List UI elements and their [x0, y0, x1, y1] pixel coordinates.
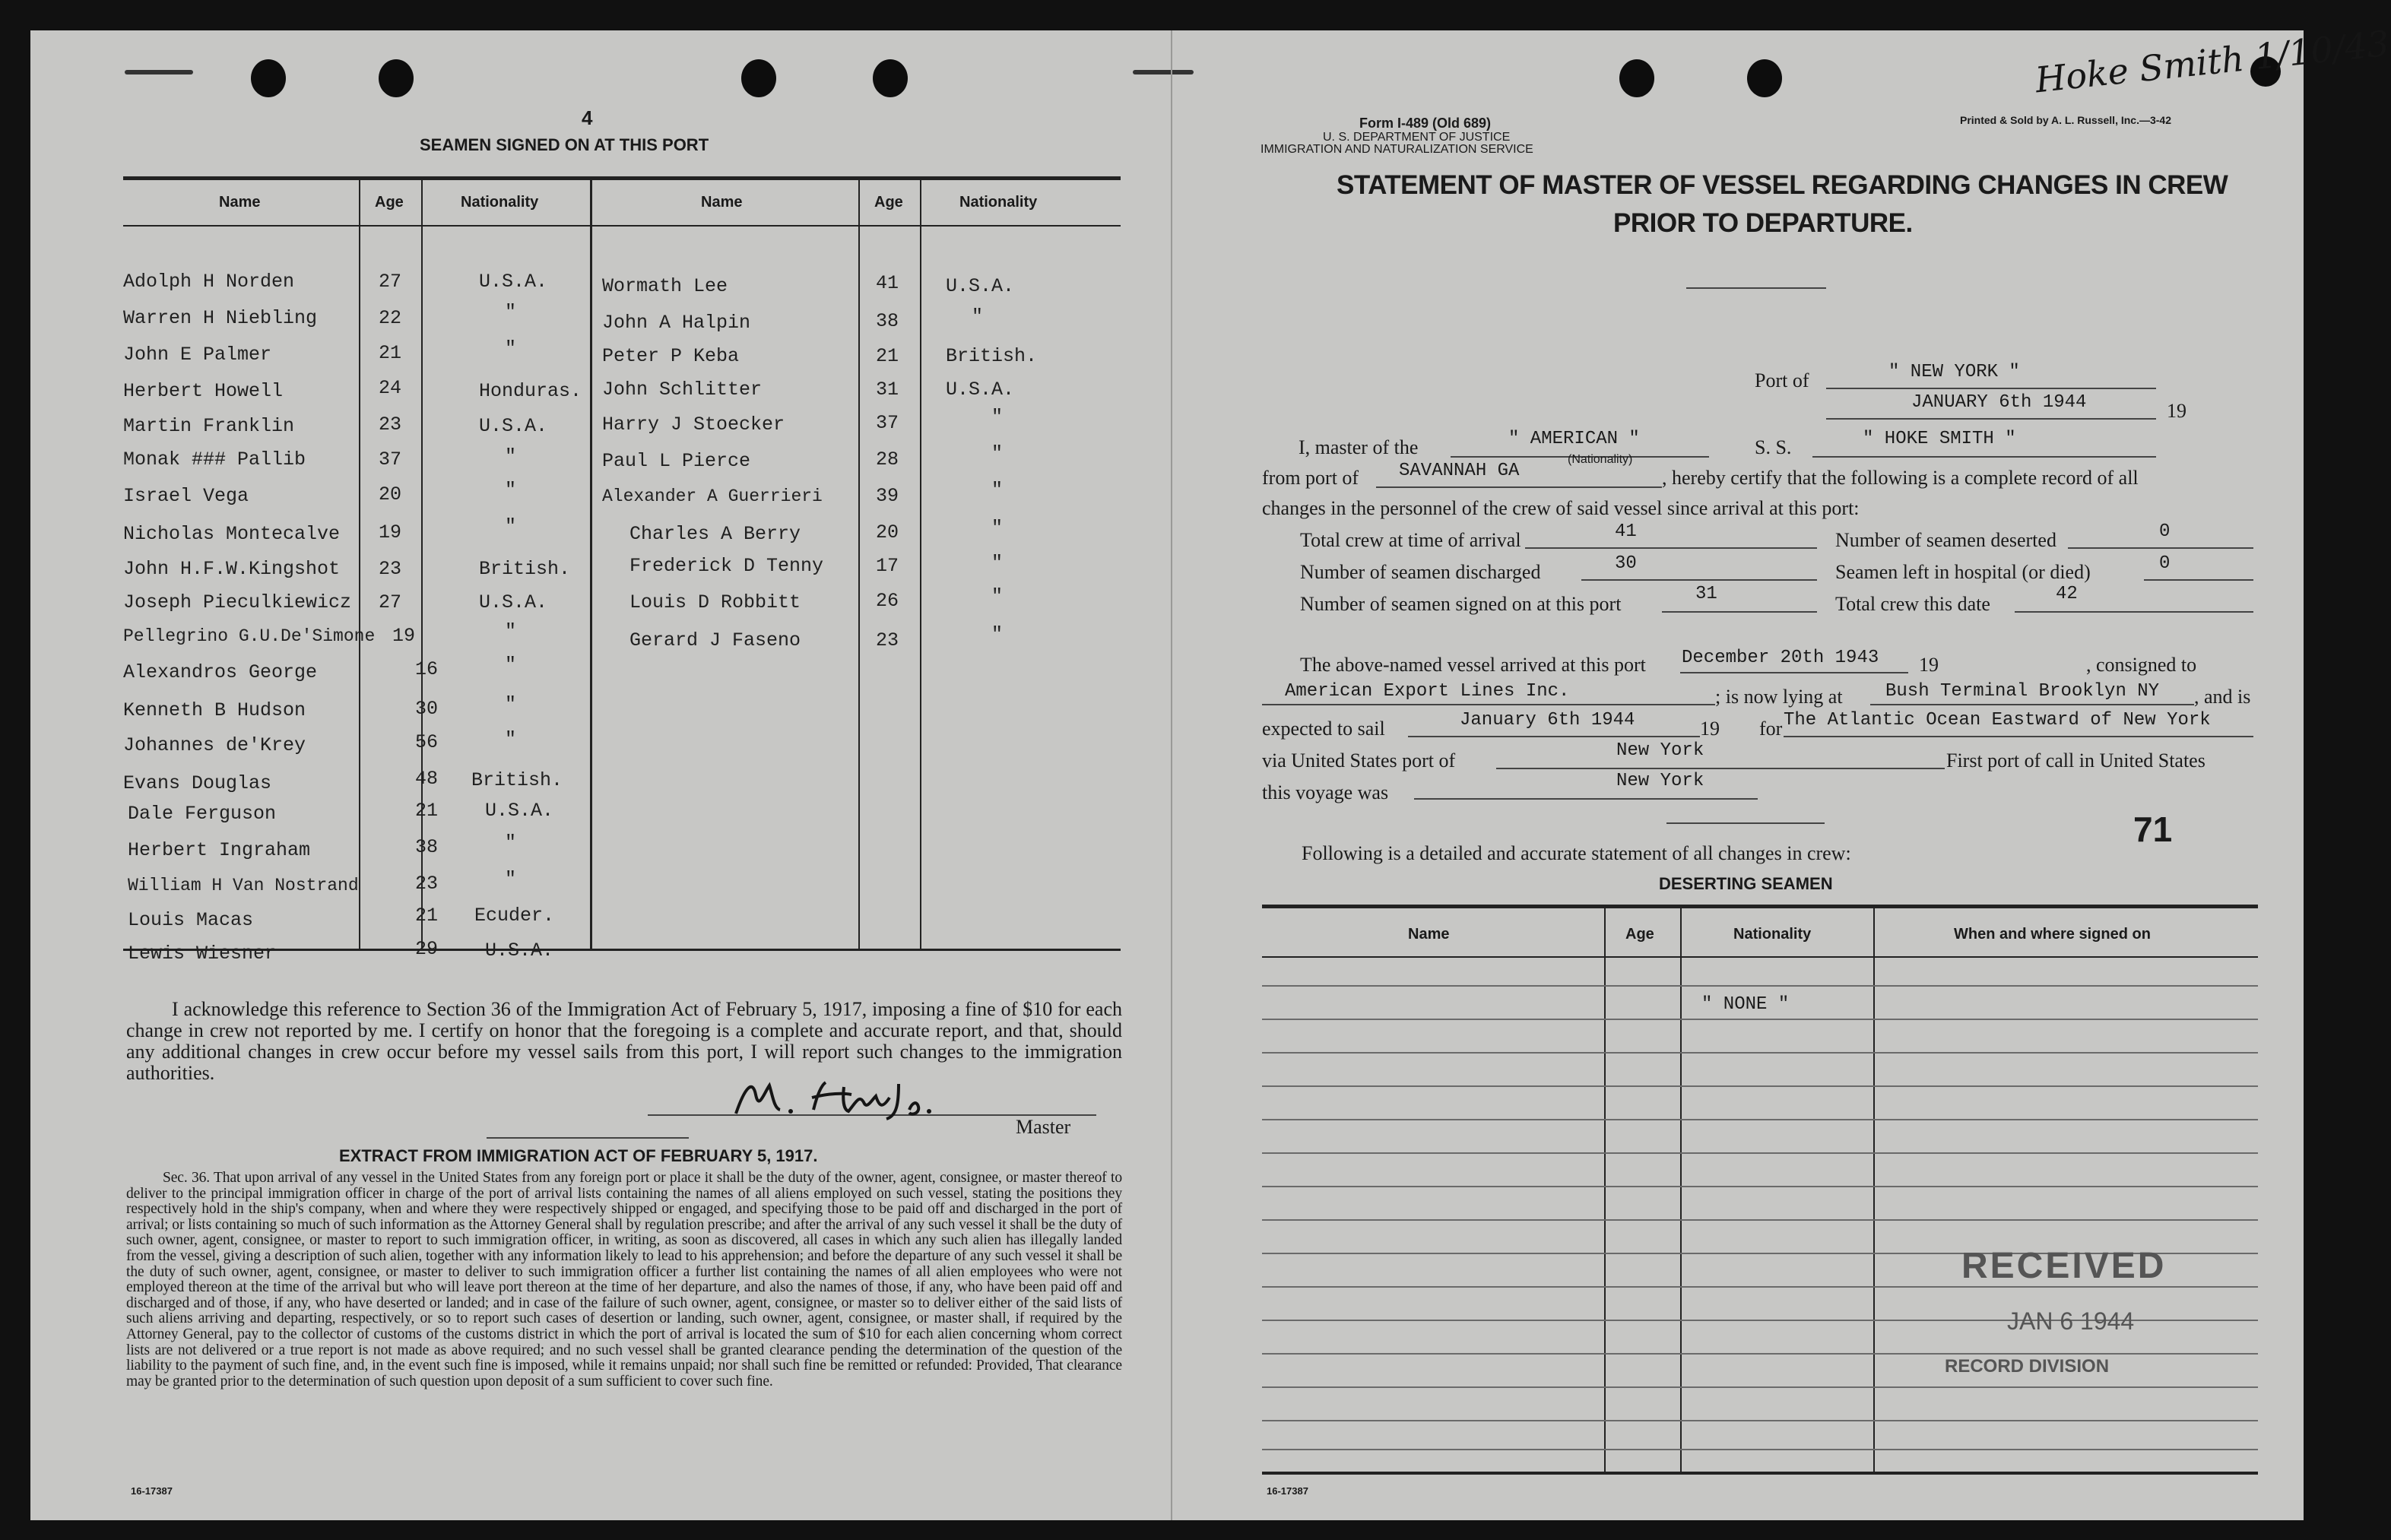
changes-text: changes in the personnel of the crew of said vessel since arrival at this port:: [1262, 497, 1860, 519]
seaman-name: Gerard J Faseno: [629, 629, 801, 651]
seaman-age: 23: [379, 414, 402, 436]
seaman-name: Charles A Berry: [629, 523, 801, 545]
seaman-nationality: ": [505, 620, 517, 642]
lying-label: ; is now lying at: [1715, 686, 1843, 708]
desert-col-divider: [1873, 906, 1875, 1473]
seaman-age: 37: [876, 412, 899, 434]
seaman-nationality: ": [505, 728, 517, 750]
signed-on-label: Number of seamen signed on at this port: [1300, 593, 1622, 615]
seaman-nationality: ": [505, 832, 517, 854]
seaman-name: John H.F.W.Kingshot: [123, 558, 341, 580]
punch-hole: [1747, 59, 1782, 97]
seaman-name: Alexander A Guerrieri: [602, 486, 823, 506]
via-value: New York: [1616, 740, 1704, 761]
seaman-name: Nicholas Montecalve: [123, 523, 341, 545]
col-header-nationality: Nationality: [959, 194, 1038, 211]
received-date: JAN 6 1944: [2007, 1307, 2135, 1335]
seaman-name: Dale Ferguson: [128, 803, 277, 825]
desert-row-rule: [1262, 1353, 2258, 1355]
ship-name-value: " HOKE SMITH ": [1863, 429, 2016, 449]
received-stamp: RECEIVED: [1961, 1246, 2167, 1286]
port-of-line: [1826, 388, 2156, 389]
desert-table-top-rule: [1262, 905, 2258, 908]
seaman-name: Warren H Niebling: [123, 307, 318, 329]
desert-row-rule: [1262, 1052, 2258, 1054]
page-number: 4: [582, 106, 593, 129]
seaman-nationality: British.: [479, 558, 571, 580]
master-signature: [730, 1072, 958, 1125]
seaman-name: Lewis Wiesner: [128, 943, 277, 965]
seaman-age: 31: [876, 379, 899, 401]
seaman-age: 38: [876, 310, 899, 332]
total-crew-date-label: Total crew this date: [1835, 593, 1990, 615]
seaman-name: John E Palmer: [123, 344, 272, 366]
certify-text: , hereby certify that the following is a complete record of all: [1662, 467, 2139, 489]
seaman-nationality: ": [972, 306, 984, 328]
seaman-age: 19: [379, 521, 402, 543]
table-col-divider: [590, 178, 592, 950]
desert-row-rule: [1262, 1386, 2258, 1388]
destination-value: The Atlantic Ocean Eastward of New York: [1784, 710, 2211, 730]
desert-col-header-name: Name: [1408, 926, 1450, 943]
seaman-nationality: ": [991, 552, 1004, 574]
seaman-age: 41: [876, 272, 899, 294]
seaman-name: Joseph Pieculkiewicz: [123, 591, 352, 613]
form-title-line1: STATEMENT OF MASTER OF VESSEL REGARDING CHANGES IN CREW: [1337, 170, 2228, 200]
destination-line: [1784, 736, 2253, 737]
seaman-name: William H Van Nostrand: [128, 876, 359, 895]
seaman-nationality: ": [505, 479, 517, 501]
desert-col-header-nationality: Nationality: [1733, 926, 1812, 943]
desert-row-rule: [1262, 1420, 2258, 1421]
year-prefix: 19: [2167, 400, 2186, 422]
seaman-age: 21: [415, 800, 439, 822]
and-is-label: , and is: [2194, 686, 2251, 708]
master-label: Master: [1016, 1116, 1071, 1138]
port-of-label: Port of: [1755, 369, 1809, 391]
seaman-age: 30: [415, 698, 439, 720]
seaman-age: 27: [379, 591, 402, 613]
seaman-age: 23: [415, 873, 439, 895]
seaman-name: Evans Douglas: [123, 772, 272, 794]
seaman-name: Frederick D Tenny: [629, 555, 824, 577]
dept-line1: U. S. DEPARTMENT OF JUSTICE: [1323, 131, 1511, 144]
seaman-age: 26: [876, 590, 899, 612]
desert-col-header-when-where: When and where signed on: [1954, 926, 2151, 943]
seaman-nationality: ": [991, 517, 1004, 539]
seaman-nationality: ": [991, 442, 1004, 464]
date-line: [1826, 418, 2156, 420]
expected-value: January 6th 1944: [1460, 710, 1635, 730]
via-label: via United States port of: [1262, 749, 1456, 772]
seaman-name: Herbert Howell: [123, 380, 284, 402]
seaman-age: 38: [415, 836, 439, 858]
seaman-name: Israel Vega: [123, 485, 249, 507]
discharged-label: Number of seamen discharged: [1300, 561, 1541, 583]
via-line: [1496, 768, 1945, 769]
deserting-title: DESERTING SEAMEN: [1659, 874, 1833, 893]
seaman-nationality: ": [505, 868, 517, 890]
seaman-nationality: U.S.A.: [479, 591, 548, 613]
desert-row-rule: [1262, 1085, 2258, 1087]
document-sheet: [30, 22, 2391, 1520]
seaman-age: 16: [415, 658, 439, 680]
section-title: SEAMEN SIGNED ON AT THIS PORT: [420, 135, 709, 154]
table-top-rule: [123, 176, 1121, 180]
punch-hole: [873, 59, 908, 97]
seaman-name: Wormath Lee: [602, 275, 728, 297]
table-col-divider: [858, 178, 860, 950]
seaman-age: 23: [379, 558, 402, 580]
seaman-nationality: U.S.A.: [479, 415, 548, 437]
punch-hole: [251, 59, 286, 97]
consignee-value: American Export Lines Inc.: [1285, 681, 1570, 702]
seaman-name: Adolph H Norden: [123, 271, 295, 293]
date-value: JANUARY 6th 1944: [1911, 392, 2087, 413]
table-col-divider: [920, 178, 921, 950]
seaman-age: 23: [876, 629, 899, 651]
col-header-name: Name: [701, 194, 743, 211]
discharged-value: 30: [1615, 553, 1637, 574]
seaman-nationality: ": [991, 479, 1004, 501]
seaman-age: 21: [379, 342, 402, 364]
desert-table-bottom-rule: [1262, 1472, 2258, 1475]
desert-row-rule: [1262, 1152, 2258, 1154]
desert-row-rule: [1262, 1119, 2258, 1120]
seaman-nationality: Ecuder.: [474, 905, 555, 927]
seaman-nationality: British.: [471, 769, 563, 791]
expected-label: expected to sail: [1262, 718, 1385, 740]
seaman-age: 28: [876, 448, 899, 471]
seaman-nationality: U.S.A.: [946, 275, 1015, 297]
seaman-age: 21: [876, 345, 899, 367]
for-label: for: [1759, 718, 1783, 740]
seaman-nationality: U.S.A.: [479, 271, 548, 293]
seaman-nationality: ": [505, 693, 517, 715]
acknowledgement-text: I acknowledge this reference to Section 36 of the Immigration Act of February 5, 1917, imposing a fine of $10 for each change in crew not reported by me. I certify on honor that the foregoing is a complete and accurate report, and that, should any additional changes in crew occur before my vessel sails from this port, I will report such changes to the immigration authorities.: [126, 998, 1122, 1084]
table-header-rule: [123, 225, 1121, 227]
dept-line2: IMMIGRATION AND NATURALIZATION SERVICE: [1261, 143, 1533, 156]
form-title-line2: PRIOR TO DEPARTURE.: [1613, 208, 1913, 238]
deserted-line: [2068, 547, 2253, 549]
seaman-name: Kenneth B Hudson: [123, 699, 306, 721]
seaman-nationality: U.S.A.: [485, 800, 554, 822]
col-header-nationality: Nationality: [461, 194, 539, 211]
desert-row-rule: [1262, 1449, 2258, 1450]
desert-row-rule: [1262, 985, 2258, 987]
first-port-value: New York: [1616, 771, 1704, 791]
seaman-nationality: ": [505, 337, 517, 360]
form-id: Form I-489 (Old 689): [1359, 116, 1492, 131]
seaman-nationality: ": [991, 585, 1004, 607]
nationality-value: " AMERICAN ": [1508, 429, 1640, 449]
mark: [1133, 70, 1194, 74]
seaman-nationality: ": [505, 654, 517, 676]
mark: [125, 70, 193, 74]
printer-line: Printed & Sold by A. L. Russell, Inc.—3-42: [1960, 114, 2171, 126]
from-port-value: SAVANNAH GA: [1399, 461, 1520, 481]
total-crew-arrival-label: Total crew at time of arrival: [1300, 529, 1521, 551]
seaman-nationality: ": [991, 623, 1004, 645]
hospital-line: [2144, 579, 2253, 581]
seaman-nationality: ": [505, 445, 517, 467]
desert-row-rule: [1262, 1019, 2258, 1020]
seaman-nationality: British.: [946, 345, 1038, 367]
seaman-name: Johannes de'Krey: [123, 734, 306, 756]
seaman-nationality: ": [991, 406, 1004, 428]
seaman-name: Louis Macas: [128, 909, 254, 931]
seaman-age: 20: [379, 483, 402, 505]
seaman-age: 22: [379, 307, 402, 329]
desert-row-rule: [1262, 956, 2258, 958]
desert-row-rule: [1262, 1186, 2258, 1187]
following-text: Following is a detailed and accurate statement of all changes in crew:: [1302, 842, 1851, 864]
total-crew-arrival-value: 41: [1615, 521, 1637, 542]
nationality-caption: (Nationality): [1568, 453, 1633, 466]
short-rule: [1666, 822, 1825, 824]
col-header-age: Age: [874, 194, 903, 211]
seaman-age: 21: [415, 905, 439, 927]
seaman-name: Alexandros George: [123, 661, 318, 683]
port-of-value: " NEW YORK ": [1888, 362, 2020, 382]
seaman-nationality: ": [505, 515, 517, 537]
hospital-label: Seamen left in hospital (or died): [1835, 561, 2091, 583]
total-crew-date-line: [2015, 611, 2253, 613]
master-of-label: I, master of the: [1299, 436, 1419, 458]
seaman-name: Paul L Pierce: [602, 450, 751, 472]
desert-row-rule: [1262, 1219, 2258, 1221]
seaman-age: 56: [415, 731, 439, 753]
signed-on-line: [1662, 611, 1817, 613]
seaman-nationality: U.S.A.: [485, 940, 554, 962]
seaman-age: 24: [379, 377, 402, 399]
seaman-age: 29: [415, 938, 439, 960]
discharged-line: [1581, 579, 1817, 581]
short-rule: [487, 1137, 689, 1139]
form-code: 16-17387: [1267, 1485, 1308, 1497]
desert-col-divider: [1680, 906, 1682, 1473]
short-rule: [1686, 287, 1826, 289]
page-count: 71: [2133, 810, 2173, 849]
seaman-age: 17: [876, 555, 899, 577]
consignee-line: [1262, 704, 1715, 705]
handwritten-note: Hoke Smith 1/10/43: [2033, 22, 2391, 101]
seaman-age: 48: [415, 768, 439, 790]
seaman-name: Harry J Stoecker: [602, 414, 785, 436]
seaman-age: 37: [379, 448, 402, 471]
punch-hole: [1619, 59, 1654, 97]
signed-on-value: 31: [1695, 584, 1717, 604]
year-prefix: 19: [1919, 654, 1939, 676]
received-division: RECORD DIVISION: [1945, 1356, 2110, 1377]
first-port-label: First port of call in United States: [1946, 749, 2205, 772]
seaman-name: Louis D Robbitt: [629, 591, 801, 613]
seaman-name: Martin Franklin: [123, 415, 295, 437]
deserted-label: Number of seamen deserted: [1835, 529, 2056, 551]
seaman-nationality: U.S.A.: [946, 379, 1015, 401]
seaman-age: 19: [392, 625, 416, 647]
ship-name-line: [1812, 456, 2156, 458]
seaman-nationality: Honduras.: [479, 380, 582, 402]
extract-text: Sec. 36. That upon arrival of any vessel in the United States from any foreign port or place it shall be the duty of the owner, agent, consignee, or master thereof to deliver to the principal immigration officer in charge of the port of arrival lists containing the names of all aliens employed on such vessel, stating the positions they respectively hold in the ship's company, when and where they were respectively shipped or engaged, and specifying those to be paid off and discharged in the port of arrival; or lists containing so much of such information as the Attorney General shall by regulation prescribe; and after the arrival of any such vessel it shall be the duty of such owner, agent, consignee, or master to report to such immigration officer, in writing, as soon as discovered, all cases in which any such alien has illegally landed from the vessel, giving a description of such alien, together with any information likely to lead to his apprehension; and before the departure of any such vessel it shall be the duty of such owner, agent, consignee, or master to deliver to such immigration officer a further list containing the names of all alien employees who were not employed thereon at the time of the arrival but who will leave port thereon at the time of her departure, and also the names of those, if any, who have been paid off and discharged and of those, if any, who have deserted or landed; and in case of the failure of such owner, agent, consignee, or master so to deliver either of the said lists of such aliens arriving and departing, respectively, or so to report such cases of desertion or landing, such owner, agent, consignee, or master shall, if required by the Attorney General, pay to the collector of customs of the customs district in which the port of arrival is located the sum of $10 for each alien concerning whom correct lists are not delivered or a true report is not made as above required; and no such vessel shall be granted clearance pending the determination of the question of the liability to the payment of such fine, and, in the event such fine is imposed, while it remains unpaid; nor shall such fine be remitted or refunded: Provided, That clearance may be granted prior to the determination of such question upon deposit of a sum sufficient to cover such fine.: [126, 1170, 1122, 1389]
from-port-label: from port of: [1262, 467, 1359, 489]
from-port-line: [1376, 486, 1662, 488]
desert-col-header-age: Age: [1625, 926, 1654, 943]
total-crew-date-value: 42: [2056, 584, 2078, 604]
punch-hole: [741, 59, 776, 97]
arrived-line: [1680, 672, 1908, 673]
seaman-name: John Schlitter: [602, 379, 763, 401]
seaman-name: Monak ### Pallib: [123, 448, 306, 471]
lying-value: Bush Terminal Brooklyn NY: [1885, 681, 2160, 702]
page-fold: [1171, 30, 1172, 1520]
voyage-line: [1414, 798, 1758, 800]
seaman-age: 39: [876, 485, 899, 507]
arrived-value: December 20th 1943: [1682, 648, 1879, 668]
table-col-divider: [359, 178, 360, 950]
form-code: 16-17387: [131, 1485, 173, 1497]
desert-entry: " NONE ": [1701, 994, 1790, 1015]
deserted-value: 0: [2159, 521, 2171, 542]
seaman-name: Pellegrino G.U.De'Simone: [123, 626, 376, 646]
arrived-label: The above-named vessel arrived at this port: [1300, 654, 1646, 676]
seaman-name: John A Halpin: [602, 312, 751, 334]
voyage-label: this voyage was: [1262, 781, 1389, 803]
seaman-name: Peter P Keba: [602, 345, 740, 367]
seaman-nationality: ": [505, 301, 517, 323]
table-col-divider: [421, 178, 423, 950]
col-header-age: Age: [375, 194, 404, 211]
consigned-label: , consigned to: [2086, 654, 2197, 676]
seaman-name: Herbert Ingraham: [128, 839, 311, 861]
punch-hole: [379, 59, 414, 97]
seaman-age: 20: [876, 521, 899, 543]
col-header-name: Name: [219, 194, 261, 211]
desert-col-divider: [1604, 906, 1606, 1473]
ss-label: S. S.: [1755, 436, 1792, 458]
total-crew-arrival-line: [1525, 547, 1817, 549]
expected-line: [1408, 736, 1700, 737]
lying-line: [1870, 704, 2194, 705]
year-prefix: 19: [1700, 718, 1720, 740]
hospital-value: 0: [2159, 553, 2171, 574]
extract-title: EXTRACT FROM IMMIGRATION ACT OF FEBRUARY 5, 1917.: [339, 1146, 818, 1165]
seaman-age: 27: [379, 271, 402, 293]
